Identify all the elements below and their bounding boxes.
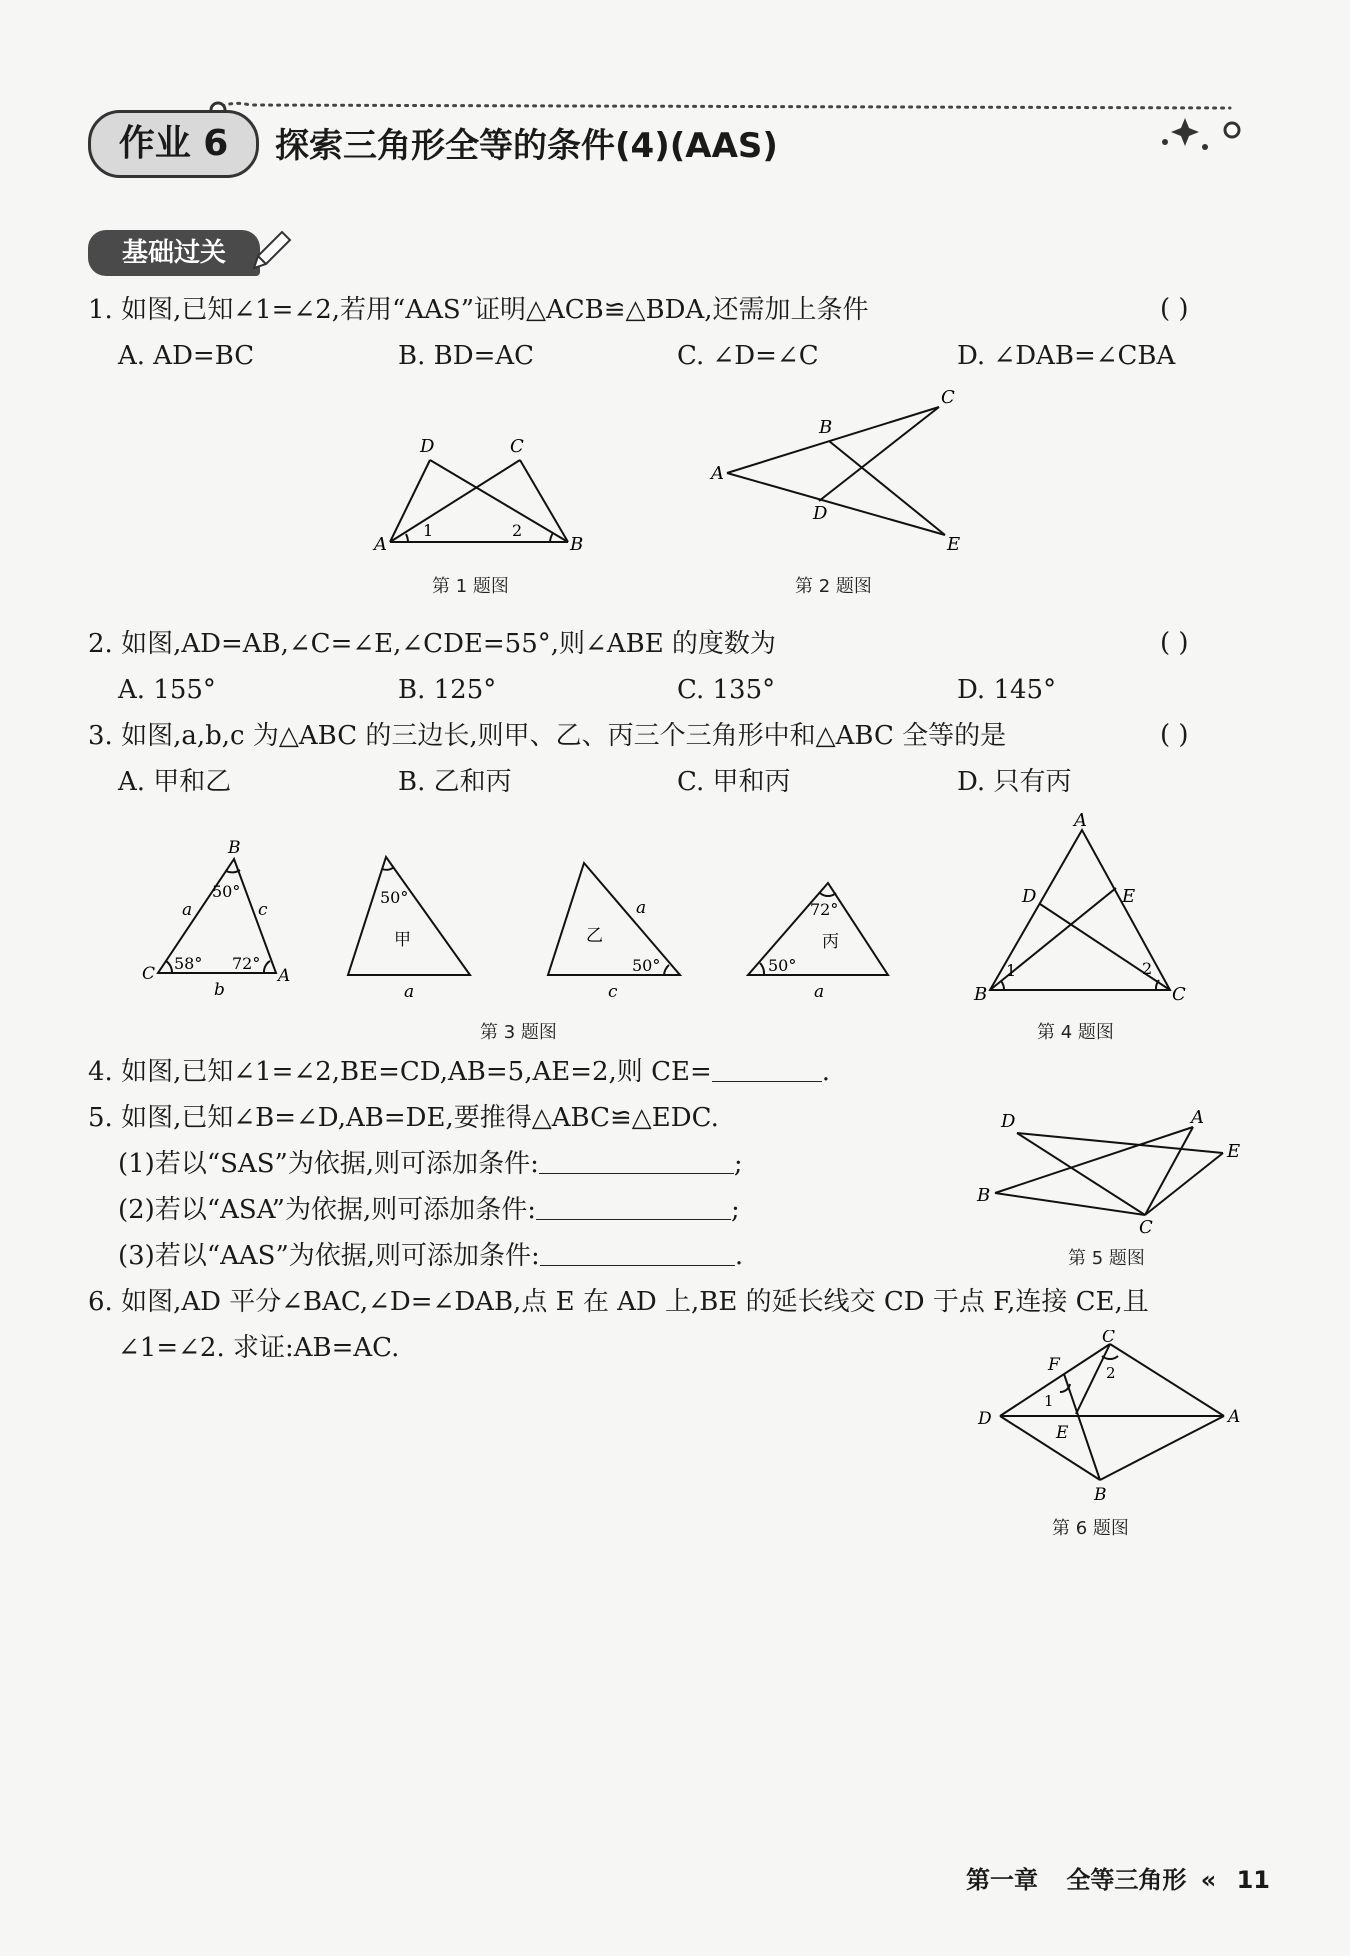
figure-6 bbox=[972, 1330, 1252, 1510]
yi-label: 乙 bbox=[586, 926, 603, 946]
caption-fig6: 第 6 题图 bbox=[1052, 1518, 1129, 1539]
question-5-sub-1 bbox=[118, 1148, 743, 1180]
fig1-label-a: A bbox=[374, 534, 387, 555]
fig3-angle-a: 72° bbox=[232, 954, 261, 973]
q1-option-b: B. BD=AC bbox=[398, 341, 535, 371]
q2-option-b: B. 125° bbox=[398, 675, 497, 705]
answer-blank-q5-1[interactable] bbox=[539, 1149, 734, 1174]
section-label: 基础过关 bbox=[88, 230, 260, 276]
figure-3-triangle-yi bbox=[540, 855, 690, 1005]
q5-sub-2-end: ; bbox=[730, 1195, 740, 1225]
fig4-label-a: A bbox=[1074, 810, 1087, 831]
bing-side-a: a bbox=[814, 982, 825, 1002]
question-6-line-1: 6. 如图,AD 平分∠BAC,∠D=∠DAB,点 E 在 AD 上,BE 的延长线交 CD 于点 F,连接 CE,且 bbox=[88, 1287, 1149, 1317]
q2-option-a: A. 155° bbox=[118, 675, 216, 705]
caption-fig5: 第 5 题图 bbox=[1068, 1248, 1145, 1269]
fig6-label-a: A bbox=[1228, 1407, 1241, 1427]
answer-blank-q5-2[interactable] bbox=[536, 1195, 731, 1220]
fig3-label-c-side: c bbox=[258, 900, 268, 920]
question-3-stem: 3. 如图,a,b,c 为△ABC 的三边长,则甲、乙、丙三个三角形中和△ABC 全等的是 bbox=[88, 721, 1007, 751]
caption-fig1: 第 1 题图 bbox=[432, 576, 509, 597]
footer-topic: 全等三角形 bbox=[1066, 1866, 1187, 1894]
question-5-stem: 5. 如图,已知∠B=∠D,AB=DE,要推得△ABC≌△EDC. bbox=[88, 1103, 719, 1133]
fig6-label-c: C bbox=[1102, 1330, 1116, 1347]
q5-sub-2-text: (2)若以“ASA”为依据,则可添加条件: bbox=[118, 1195, 536, 1225]
figure-1 bbox=[370, 430, 590, 560]
fig2-label-b: B bbox=[819, 417, 833, 438]
fig2-label-d: D bbox=[813, 503, 828, 524]
q5-sub-1-end: ; bbox=[733, 1149, 743, 1179]
fig3-label-a-vertex: A bbox=[278, 966, 291, 986]
figure-5 bbox=[975, 1105, 1245, 1235]
figure-4 bbox=[970, 810, 1200, 1005]
fig2-label-c: C bbox=[941, 387, 955, 408]
q3-option-c: C. 甲和丙 bbox=[677, 767, 791, 797]
fig5-label-c: C bbox=[1139, 1217, 1153, 1235]
yi-angle: 50° bbox=[632, 956, 661, 975]
answer-blank-q5-3[interactable] bbox=[540, 1241, 735, 1266]
bing-angle-50: 50° bbox=[768, 956, 797, 975]
assignment-badge: 作业 6 bbox=[88, 110, 259, 178]
fig6-angle-1: 1 bbox=[1044, 1392, 1054, 1410]
bing-label: 丙 bbox=[822, 932, 839, 952]
question-6-line-2: ∠1=∠2. 求证:AB=AC. bbox=[118, 1333, 400, 1363]
bing-angle-72: 72° bbox=[810, 900, 839, 919]
fig3-angle-c: 58° bbox=[174, 954, 203, 973]
fig5-label-e: E bbox=[1227, 1141, 1241, 1162]
answer-paren-3: ( ) bbox=[1160, 720, 1189, 750]
fig2-label-e: E bbox=[947, 534, 961, 555]
q1-option-a: A. AD=BC bbox=[118, 341, 255, 371]
question-4-end: . bbox=[821, 1057, 830, 1087]
q1-option-d: D. ∠DAB=∠CBA bbox=[957, 341, 1176, 371]
yi-side-c: c bbox=[608, 982, 618, 1002]
fig4-label-c: C bbox=[1172, 984, 1186, 1005]
figure-3-triangle-abc bbox=[140, 835, 300, 1000]
q3-option-a: A. 甲和乙 bbox=[118, 767, 232, 797]
figure-3-triangle-bing bbox=[740, 875, 900, 1005]
caption-fig2: 第 2 题图 bbox=[795, 576, 872, 597]
fig1-label-c: C bbox=[510, 436, 524, 457]
fig1-label-b: B bbox=[570, 534, 584, 555]
fig4-angle-1: 1 bbox=[1006, 961, 1017, 980]
page-title: 探索三角形全等的条件(4)(AAS) bbox=[275, 126, 778, 166]
q2-option-d: D. 145° bbox=[957, 675, 1057, 705]
answer-paren-2: ( ) bbox=[1160, 628, 1189, 658]
jia-angle: 50° bbox=[380, 888, 409, 907]
q2-option-c: C. 135° bbox=[677, 675, 776, 705]
question-1-stem: 1. 如图,已知∠1=∠2,若用“AAS”证明△ACB≌△BDA,还需加上条件 bbox=[88, 295, 869, 325]
question-4-stem: 4. 如图,已知∠1=∠2,BE=CD,AB=5,AE=2,则 CE= bbox=[88, 1057, 712, 1087]
fig6-angle-2: 2 bbox=[1106, 1364, 1116, 1382]
fig5-label-a: A bbox=[1191, 1107, 1204, 1128]
caption-fig4: 第 4 题图 bbox=[1037, 1022, 1114, 1043]
jia-label: 甲 bbox=[394, 930, 411, 950]
question-5-sub-2 bbox=[118, 1194, 740, 1226]
q5-sub-3-end: . bbox=[734, 1241, 744, 1271]
pencil-icon bbox=[248, 228, 292, 274]
q1-option-c: C. ∠D=∠C bbox=[677, 341, 819, 371]
figure-3-triangle-jia bbox=[340, 845, 480, 1005]
question-4 bbox=[88, 1056, 830, 1088]
fig4-angle-2: 2 bbox=[1142, 959, 1153, 978]
page-number: 11 bbox=[1236, 1866, 1270, 1894]
question-5-sub-3 bbox=[118, 1240, 743, 1272]
answer-paren-1: ( ) bbox=[1160, 294, 1189, 324]
footer-marker: « bbox=[1200, 1866, 1217, 1894]
question-2-stem: 2. 如图,AD=AB,∠C=∠E,∠CDE=55°,则∠ABE 的度数为 bbox=[88, 629, 776, 659]
jia-side-a: a bbox=[404, 982, 415, 1002]
fig5-label-d: D bbox=[1001, 1111, 1016, 1132]
caption-fig3: 第 3 题图 bbox=[480, 1022, 557, 1043]
page-footer bbox=[966, 1860, 1270, 1895]
fig1-angle-1: 1 bbox=[423, 521, 434, 540]
fig4-label-e: E bbox=[1122, 886, 1136, 907]
q3-option-d: D. 只有丙 bbox=[957, 767, 1072, 797]
fig6-label-b: B bbox=[1094, 1485, 1107, 1505]
fig6-label-f: F bbox=[1048, 1355, 1060, 1375]
footer-chapter: 第一章 bbox=[966, 1866, 1038, 1894]
fig6-label-d: D bbox=[978, 1409, 992, 1429]
q5-sub-1-text: (1)若以“SAS”为依据,则可添加条件: bbox=[118, 1149, 539, 1179]
fig4-label-d: D bbox=[1022, 886, 1037, 907]
fig2-label-a: A bbox=[711, 463, 724, 484]
fig1-label-d: D bbox=[420, 436, 435, 457]
figure-2 bbox=[705, 385, 975, 560]
answer-blank-q4[interactable] bbox=[712, 1057, 822, 1082]
fig4-label-b: B bbox=[974, 984, 988, 1005]
fig3-label-b-vertex: B bbox=[228, 838, 241, 858]
fig3-label-b-side: b bbox=[214, 980, 225, 1000]
q5-sub-3-text: (3)若以“AAS”为依据,则可添加条件: bbox=[118, 1241, 540, 1271]
fig1-angle-2: 2 bbox=[512, 521, 523, 540]
fig3-angle-b: 50° bbox=[212, 882, 241, 901]
yi-side-a: a bbox=[636, 898, 647, 918]
fig6-label-e: E bbox=[1056, 1423, 1069, 1443]
fig3-label-a-side: a bbox=[182, 900, 193, 920]
fig5-label-b: B bbox=[977, 1185, 991, 1206]
q3-option-b: B. 乙和丙 bbox=[398, 767, 512, 797]
fig3-label-c-vertex: C bbox=[142, 964, 156, 984]
